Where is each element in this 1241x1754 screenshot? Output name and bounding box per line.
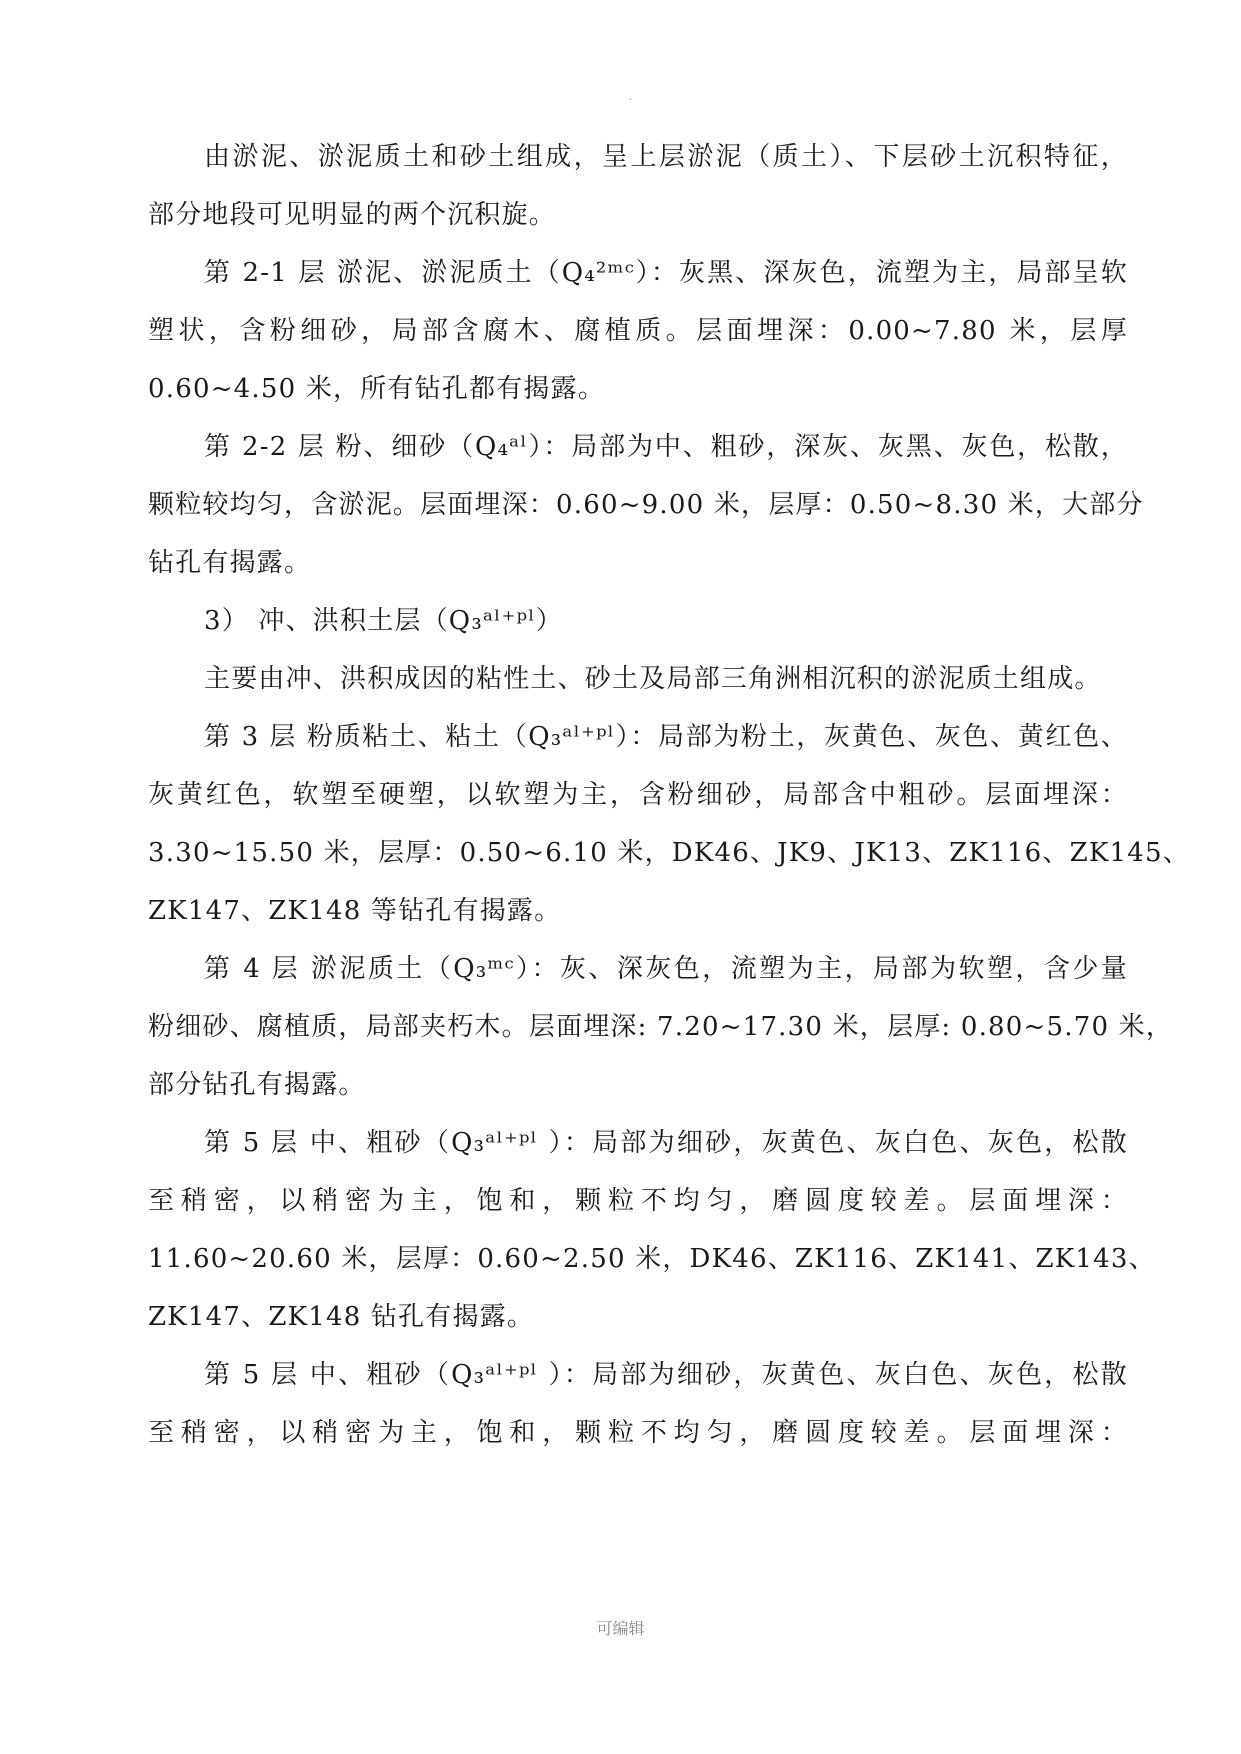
paragraph-layer-5 [148, 1114, 1156, 1346]
text-line: 至稍密，以稍密为主，饱和，颗粒不均匀，磨圆度较差。层面埋深： [148, 1418, 1128, 1448]
text-line: 第 2-2 层 粉、细砂（Q₄ᵃˡ）：局部为中、粗砂，深灰、灰黑、灰色，松散， [204, 432, 1128, 462]
text-line: 钻孔有揭露。 [148, 548, 312, 578]
text-line: 第 2-1 层 淤泥、淤泥质土（Q₄²ᵐᶜ）：灰黑、深灰色，流塑为主，局部呈软 [204, 258, 1128, 288]
text-line: 3.30~15.50 米，层厚：0.50~6.10 米，DK46、JK9、JK13、ZK116、ZK145、 [148, 838, 1190, 868]
section-heading: 3） 冲、洪积土层（Q₃ᵃˡ⁺ᵖˡ） [204, 606, 563, 636]
text-line: 第 4 层 淤泥质土（Q₃ᵐᶜ）：灰、深灰色，流塑为主，局部为软塑，含少量 [204, 954, 1128, 984]
text-line: 部分地段可见明显的两个沉积旋。 [148, 200, 557, 230]
text-line: 由淤泥、淤泥质土和砂土组成，呈上层淤泥（质土）、下层砂土沉积特征， [204, 142, 1128, 172]
paragraph-layer-4 [148, 940, 1174, 1114]
document-body [148, 128, 1190, 1462]
paragraph-layer-5-repeat [148, 1346, 1128, 1462]
text-line: 颗粒较均匀，含淤泥。层面埋深：0.60~9.00 米，层厚：0.50~8.30 米，大部分 [148, 490, 1144, 520]
text-line: 塑状，含粉细砂，局部含腐木、腐植质。层面埋深：0.00~7.80 米，层厚 [148, 316, 1128, 346]
paragraph-layer-2-2 [148, 418, 1144, 592]
paragraph-layer-3 [148, 708, 1190, 940]
text-line: 第 3 层 粉质粘土、粘土（Q₃ᵃˡ⁺ᵖˡ）：局部为粉土，灰黄色、灰色、黄红色、 [204, 722, 1128, 752]
text-line: ZK147、ZK148 等钻孔有揭露。 [148, 896, 562, 926]
text-line: 第 5 层 中、粗砂（Q₃ᵃˡ⁺ᵖˡ ）：局部为细砂，灰黄色、灰白色、灰色，松散 [204, 1360, 1128, 1390]
text-line: 第 5 层 中、粗砂（Q₃ᵃˡ⁺ᵖˡ ）：局部为细砂，灰黄色、灰白色、灰色，松散 [204, 1128, 1128, 1158]
paragraph-alluvial-summary [148, 650, 1128, 708]
page-footer: 可编辑 [596, 1619, 645, 1638]
section-heading-alluvial [148, 592, 1128, 650]
text-line: ZK147、ZK148 钻孔有揭露。 [148, 1302, 535, 1332]
text-line: 灰黄红色，软塑至硬塑，以软塑为主，含粉细砂，局部含中粗砂。层面埋深： [148, 780, 1128, 810]
text-line: 至稍密，以稍密为主，饱和，颗粒不均匀，磨圆度较差。层面埋深： [148, 1186, 1128, 1216]
page-top-mark: · [629, 95, 633, 106]
paragraph-intro [148, 128, 1128, 244]
text-line: 粉细砂、腐植质，局部夹朽木。层面埋深: 7.20~17.30 米，层厚: 0.80~5.70 米， [148, 1012, 1174, 1042]
text-line: 部分钻孔有揭露。 [148, 1070, 366, 1100]
paragraph-layer-2-1 [148, 244, 1128, 418]
text-line: 11.60~20.60 米，层厚：0.60~2.50 米，DK46、ZK116、ZK141、ZK143、 [148, 1244, 1156, 1274]
text-line: 0.60~4.50 米，所有钻孔都有揭露。 [148, 374, 606, 404]
text-line: 主要由冲、洪积成因的粘性土、砂土及局部三角洲相沉积的淤泥质土组成。 [204, 664, 1102, 694]
